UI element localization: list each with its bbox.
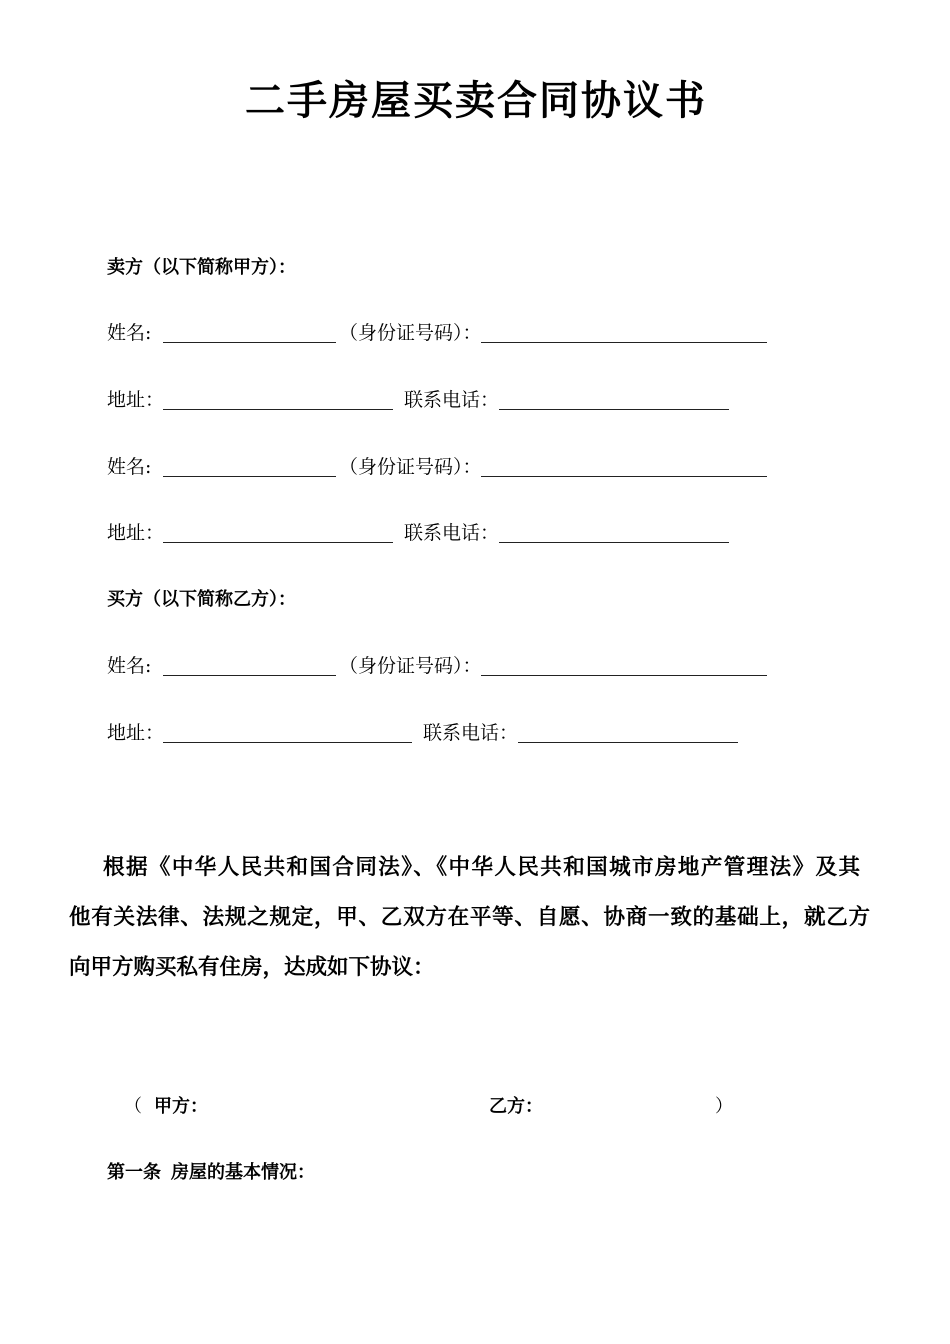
phone-label: 联系电话： bbox=[423, 722, 519, 744]
close-parenthesis: ） bbox=[715, 1096, 733, 1117]
party-b-label: 乙方： bbox=[489, 1096, 543, 1117]
seller-heading: 卖方（以下简称甲方）： bbox=[107, 257, 296, 278]
party-a-label: 甲方： bbox=[154, 1096, 208, 1117]
id-number-label: （身份证号码）： bbox=[339, 456, 482, 478]
seller-1-phone-field[interactable] bbox=[499, 388, 729, 410]
name-label: 姓名: bbox=[107, 456, 152, 478]
phone-label: 联系电话： bbox=[404, 522, 500, 544]
seller-2-address-row bbox=[0, 521, 950, 545]
parties-line bbox=[0, 1095, 950, 1119]
preamble-line: 他有关法律、法规之规定，甲、乙双方在平等、自愿、协商一致的基础上，就乙方 bbox=[69, 905, 870, 930]
article-title: 房屋的基本情况： bbox=[171, 1162, 315, 1183]
phone-label: 联系电话： bbox=[404, 389, 500, 411]
buyer-1-name-field[interactable] bbox=[163, 654, 336, 676]
buyer-1-phone-field[interactable] bbox=[518, 721, 738, 743]
buyer-1-address-field[interactable] bbox=[163, 721, 412, 743]
article-number: 第一条 bbox=[107, 1162, 161, 1183]
open-parenthesis: （ bbox=[124, 1096, 142, 1117]
seller-2-id-number-field[interactable] bbox=[481, 455, 767, 477]
name-label: 姓名: bbox=[107, 322, 152, 344]
seller-1-address-field[interactable] bbox=[163, 388, 393, 410]
seller-2-phone-field[interactable] bbox=[499, 521, 729, 543]
seller-2-address-field[interactable] bbox=[163, 521, 393, 543]
seller-1-name-row bbox=[0, 321, 950, 345]
id-number-label: （身份证号码）： bbox=[339, 655, 482, 677]
seller-1-address-row bbox=[0, 388, 950, 412]
seller-1-name-field[interactable] bbox=[163, 321, 336, 343]
name-label: 姓名: bbox=[107, 655, 152, 677]
buyer-1-name-row bbox=[0, 654, 950, 678]
seller-2-name-row bbox=[0, 455, 950, 479]
id-number-label: （身份证号码）： bbox=[339, 322, 482, 344]
address-label: 地址： bbox=[107, 722, 165, 744]
preamble-line: 根据《中华人民共和国合同法》、《中华人民共和国城市房地产管理法》及其 bbox=[103, 855, 860, 880]
article-1-heading bbox=[0, 1161, 950, 1185]
buyer-heading: 买方（以下简称乙方）： bbox=[107, 589, 296, 610]
document-title: 二手房屋买卖合同协议书 bbox=[245, 77, 707, 124]
seller-2-name-field[interactable] bbox=[163, 455, 336, 477]
buyer-1-address-row bbox=[0, 721, 950, 745]
buyer-1-id-number-field[interactable] bbox=[481, 654, 767, 676]
preamble-line: 向甲方购买私有住房，达成如下协议： bbox=[69, 955, 435, 980]
seller-1-id-number-field[interactable] bbox=[481, 321, 767, 343]
address-label: 地址： bbox=[107, 389, 165, 411]
address-label: 地址： bbox=[107, 522, 165, 544]
